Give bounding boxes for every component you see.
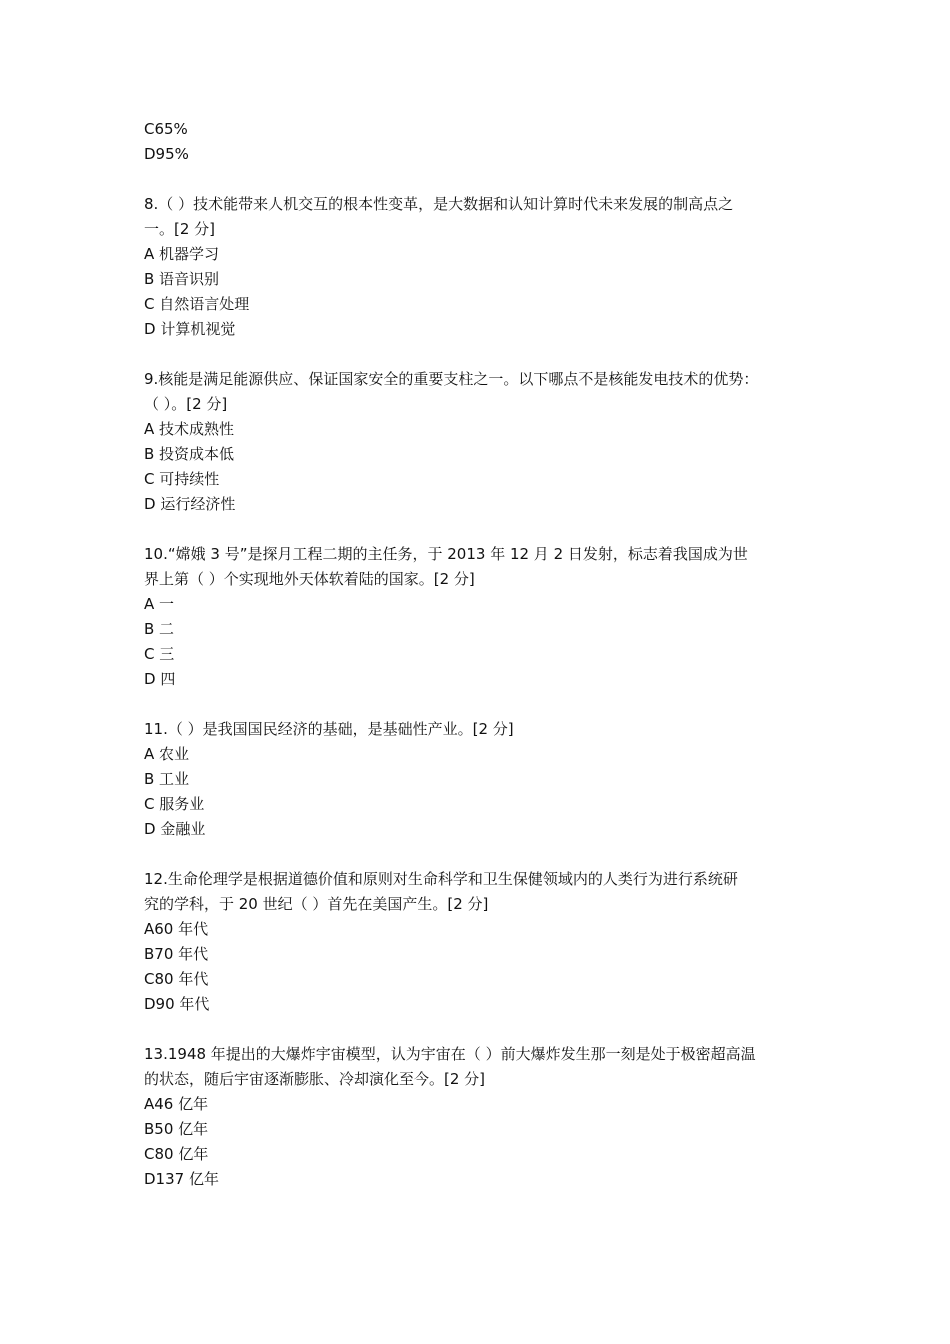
option-d: D 计算机视觉 <box>144 320 236 338</box>
option-d: D 金融业 <box>144 820 206 838</box>
question-text-line: 11.（ ）是我国国民经济的基础，是基础性产业。[2 分] <box>144 720 514 738</box>
question-text-line: 界上第（ ）个实现地外天体软着陆的国家。[2 分] <box>144 570 475 588</box>
option-a: A46 亿年 <box>144 1095 209 1113</box>
option-a: A 机器学习 <box>144 245 220 263</box>
option-c: C80 亿年 <box>144 1145 209 1163</box>
question-text-line: 9.核能是满足能源供应、保证国家安全的重要支柱之一。以下哪点不是核能发电技术的优势： <box>144 370 759 388</box>
question-text-line: 的状态，随后宇宙逐渐膨胀、冷却演化至今。[2 分] <box>144 1070 486 1088</box>
option-b: B50 亿年 <box>144 1120 209 1138</box>
option-c: C80 年代 <box>144 970 209 988</box>
option-d: D90 年代 <box>144 995 210 1013</box>
option-b: B 语音识别 <box>144 270 220 288</box>
option-d: D137 亿年 <box>144 1170 219 1188</box>
option-d: D95% <box>144 145 189 163</box>
question-11 <box>144 717 814 842</box>
question-12 <box>144 867 814 1017</box>
option-b: B70 年代 <box>144 945 209 963</box>
option-a: A 一 <box>144 595 175 613</box>
question-10 <box>144 542 814 692</box>
question-8 <box>144 192 814 342</box>
question-text-line: 究的学科，于 20 世纪（ ）首先在美国产生。[2 分] <box>144 895 489 913</box>
option-b: B 投资成本低 <box>144 445 235 463</box>
option-a: A 农业 <box>144 745 190 763</box>
option-a: A60 年代 <box>144 920 209 938</box>
question-text-line: 一。[2 分] <box>144 220 216 238</box>
option-b: B 二 <box>144 620 175 638</box>
question-text-line: 12.生命伦理学是根据道德价值和原则对生命科学和卫生保健领域内的人类行为进行系统研 <box>144 870 738 888</box>
option-c: C 可持续性 <box>144 470 220 488</box>
option-c: C65% <box>144 120 188 138</box>
option-c: C 三 <box>144 645 175 663</box>
question-list <box>144 117 814 1192</box>
question-text-line: 10.“嫦娥 3 号”是探月工程二期的主任务，于 2013 年 12 月 2 日发射，标志着我国成为世 <box>144 545 748 563</box>
option-d: D 运行经济性 <box>144 495 236 513</box>
option-d: D 四 <box>144 670 176 688</box>
option-c: C 服务业 <box>144 795 205 813</box>
carryover-options <box>144 117 814 167</box>
question-text-line: 8.（ ）技术能带来人机交互的根本性变革，是大数据和认知计算时代未来发展的制高点之 <box>144 195 734 213</box>
question-text-line: 13.1948 年提出的大爆炸宇宙模型，认为宇宙在（ ）前大爆炸发生那一刻是处于极密超高温 <box>144 1045 756 1063</box>
option-b: B 工业 <box>144 770 190 788</box>
question-text-line: （ ）。[2 分] <box>144 395 228 413</box>
option-a: A 技术成熟性 <box>144 420 235 438</box>
question-9 <box>144 367 814 517</box>
option-c: C 自然语言处理 <box>144 295 250 313</box>
question-13 <box>144 1042 814 1192</box>
